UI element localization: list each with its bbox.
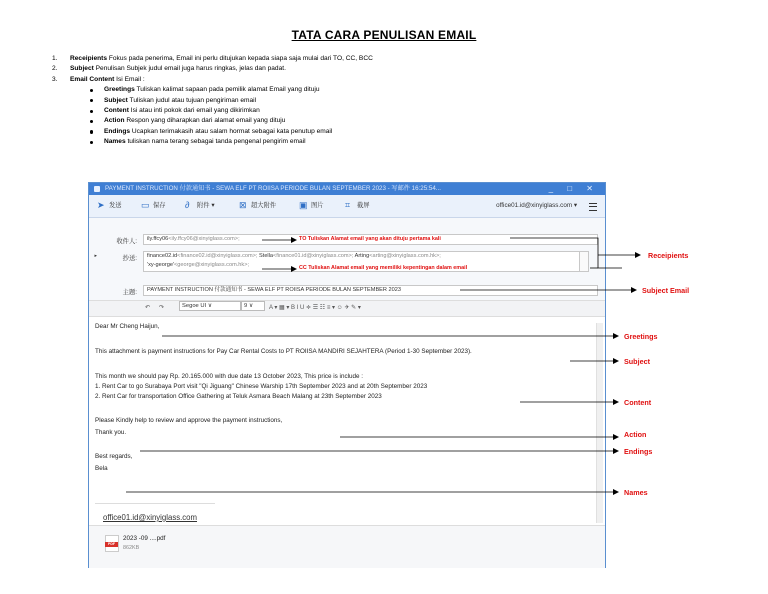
body-subject-line: This attachment is payment instructions for Pay Car Rental Costs to PT ROIISA MANDIRI SEJAHTERA (Period 1-30 September 2023). bbox=[95, 348, 472, 355]
sublist-text: Ucapkan terimakasih atau salam hormat sebagai kata penutup email bbox=[130, 127, 333, 135]
subject-label: 主题: bbox=[122, 289, 137, 296]
subject-annotation: Subject bbox=[624, 357, 650, 366]
format-tools[interactable]: A ▾ ▦ ▾ B I U ≑ ☰ ☷ ≡ ▾ ☺ ✈ ✎ ▾ bbox=[269, 305, 361, 311]
font-size-select[interactable]: 9 ∨ bbox=[241, 301, 265, 311]
body-thanks: Thank you. bbox=[95, 429, 127, 436]
cc-label: 抄送: bbox=[122, 255, 137, 262]
action-annotation: Action bbox=[624, 430, 647, 439]
receipients-annotation: Receipients bbox=[648, 251, 689, 260]
endings-annotation: Endings bbox=[624, 447, 653, 456]
sublist-term: Content bbox=[104, 107, 129, 115]
expand-cc-icon[interactable]: ▸ bbox=[94, 253, 97, 259]
large-attach-icon: ⊠ bbox=[239, 199, 247, 210]
image-label: 图片 bbox=[311, 202, 324, 209]
cc-recipient[interactable]: finance02.id bbox=[147, 253, 178, 259]
window-title: PAYMENT INSTRUCTION 付款通知书 - SEWA ELF PT ROIISA PERIODE BULAN SEPTEMBER 2023 - 写邮件 16:25:54... bbox=[105, 185, 441, 192]
list-term: Receipients bbox=[70, 55, 108, 62]
save-icon: ▭ bbox=[141, 199, 150, 210]
font-select[interactable]: Segoe UI ∨ bbox=[179, 301, 241, 311]
names-annotation: Names bbox=[624, 488, 648, 497]
cc-recipient[interactable]: 'xy-george' bbox=[147, 261, 175, 268]
list-number: 3. bbox=[52, 75, 58, 83]
page-title: TATA CARA PENULISAN EMAIL bbox=[291, 28, 477, 42]
greetings-annotation: Greetings bbox=[624, 332, 658, 341]
sublist-term: Endings bbox=[104, 127, 131, 135]
list-term: Email Content bbox=[70, 75, 115, 83]
to-label: 收件人: bbox=[116, 238, 137, 245]
content-annotation: Content bbox=[624, 398, 652, 407]
screenshot-icon: ⌗ bbox=[345, 199, 351, 210]
send-label: 发送 bbox=[109, 202, 122, 209]
body-content-line: 1. Rent Car to go Surabaya Port visit "Qi Jiguang" Chinese Warship 17th September 2023 and at 20th September 2023 bbox=[95, 383, 428, 390]
signature-link[interactable]: office01.id@xinyiglass.com bbox=[103, 513, 198, 522]
to-recipient-address: <ily.ffcy06@xinyiglass.com>; bbox=[168, 236, 240, 242]
body-regards: Best regards, bbox=[95, 453, 133, 460]
screenshot-label: 截屏 bbox=[357, 202, 370, 209]
list-text: Penulisan Subjek judul email juga harus ringkas, jelas dan padat. bbox=[93, 65, 286, 73]
cc-recipient-address: <finance01.id@xinyiglass.com>; bbox=[273, 253, 354, 259]
undo-icon[interactable]: ↶ bbox=[145, 305, 151, 311]
large-attach-label: 超大附件 bbox=[251, 202, 277, 209]
cc-recipient-address: <george@xinyiglass.com.hk>; bbox=[174, 261, 250, 268]
cc-recipient[interactable]: Stella bbox=[257, 253, 274, 259]
list-number: 2. bbox=[52, 65, 58, 73]
paperclip-icon: ∂ bbox=[185, 199, 190, 210]
body-name: Bela bbox=[95, 465, 108, 472]
subject-email-annotation: Subject Email bbox=[642, 286, 690, 295]
cc-annotation: CC Tuliskan Alamat email yang memiliki kepentingan dalam email bbox=[299, 265, 468, 271]
list-text: Fokus pada penerima, Email ini perlu ditujukan kepada siapa saja mulai dari TO, CC, BCC bbox=[107, 55, 373, 62]
redo-icon[interactable]: ↷ bbox=[159, 305, 165, 311]
save-label: 保存 bbox=[153, 202, 166, 209]
body-content-line: This month we should pay Rp. 20.165.000 with due date 13 October 2023, This price is include : bbox=[95, 373, 364, 380]
to-recipient[interactable]: ily.ffcy06 bbox=[147, 236, 169, 242]
sender-account-select[interactable]: office01.id@xinyiglass.com ▾ bbox=[496, 202, 577, 209]
cc-recipient-address: <arting@xinyiglass.com.hk>; bbox=[369, 253, 441, 259]
receipients-bracket bbox=[510, 238, 622, 268]
list-number: 1. bbox=[52, 55, 58, 62]
sublist-text: Tuliskan judul atau tujuan pengiriman email bbox=[127, 96, 257, 104]
cc-recipient-address: <finance02.id@xinyiglass.com>; bbox=[177, 253, 258, 259]
attach-label: 附件 ▾ bbox=[197, 202, 215, 209]
sublist-term: Names bbox=[104, 138, 126, 146]
image-icon: ▣ bbox=[299, 199, 308, 210]
list-term: Subject bbox=[70, 65, 94, 73]
sublist-text: Isi atau inti pokok dari email yang dikirimkan bbox=[128, 107, 260, 115]
sublist-term: Subject bbox=[104, 96, 128, 104]
attachment-name[interactable]: 2023 -09 ....pdf bbox=[123, 535, 166, 542]
to-annotation: TO Tuliskan Alamat email yang akan dituju pertama kali bbox=[299, 236, 441, 242]
body-action: Please Kindly help to review and approve the payment instructions, bbox=[95, 417, 283, 424]
list-text: Isi Email : bbox=[114, 75, 145, 83]
subject-field[interactable]: PAYMENT INSTRUCTION 付款通知书 - SEWA ELF PT ROIISA PERIODE BULAN SEPTEMBER 2023 bbox=[143, 285, 598, 296]
sublist-text: tuliskan nama terang sebagai tanda pengenal pengirim email bbox=[125, 138, 306, 146]
attachment-size: 862KB bbox=[123, 545, 140, 551]
body-content-line: 2. Rent Car for transportation Office Gathering at Teluk Asmara Beach Malang at 23th September 2023 bbox=[95, 393, 382, 400]
sublist-text: Tuliskan kalimat sapaan pada pemilik alamat Email yang dituju bbox=[134, 86, 320, 94]
sublist-term: Action bbox=[104, 117, 125, 125]
send-icon: ➤ bbox=[97, 199, 105, 210]
cc-recipient[interactable]: Arting bbox=[353, 253, 370, 259]
sublist-text: Respon yang diharapkan dari alamat email yang dituju bbox=[124, 117, 286, 125]
body-greeting: Dear Mr Cheng Haijun, bbox=[95, 323, 160, 330]
sublist-term: Greetings bbox=[104, 86, 135, 94]
window-controls[interactable]: _ □ ✕ bbox=[548, 184, 599, 193]
